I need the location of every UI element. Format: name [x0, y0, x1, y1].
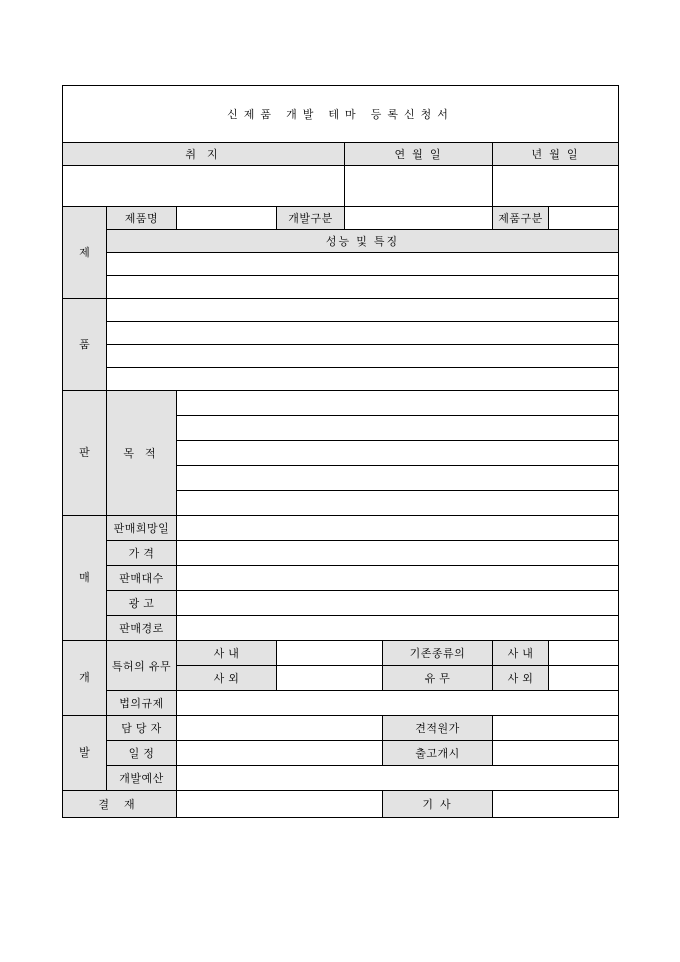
estimate-label: 견적원가: [383, 716, 493, 741]
product-type-label: 제품구분: [493, 207, 549, 230]
dev-side-label-1: 개: [63, 641, 107, 716]
person-row: [63, 716, 619, 741]
page-title: 신제품 개발 테마 등록신청서: [63, 86, 619, 143]
budget-row: [63, 766, 619, 791]
sales-side-label-1: 판: [63, 391, 107, 516]
dev-side-label-2: 발: [63, 716, 107, 791]
date-label-1: 연 월 일: [345, 143, 493, 166]
title-row: [63, 86, 619, 143]
feature-line[interactable]: [107, 253, 619, 276]
approval-value[interactable]: [177, 791, 383, 818]
existing-kind-label-2: 유 무: [383, 666, 493, 691]
existing-external-label: 사 외: [493, 666, 549, 691]
schedule-value[interactable]: [177, 741, 383, 766]
estimate-value[interactable]: [493, 716, 619, 741]
feature-line[interactable]: [107, 276, 619, 299]
feature-row: [63, 368, 619, 391]
person-value[interactable]: [177, 716, 383, 741]
sales-units-value[interactable]: [177, 566, 619, 591]
product-name-label: 제품명: [107, 207, 177, 230]
approval-label: 결 재: [63, 791, 177, 818]
schedule-label: 일 정: [107, 741, 177, 766]
new-product-theme-registration-form: [62, 85, 619, 818]
header-label-row: [63, 143, 619, 166]
shipping-label: 출고개시: [383, 741, 493, 766]
features-label: 성능 및 특징: [107, 230, 619, 253]
patent-label: 특허의 유무: [107, 641, 177, 691]
purpose-value[interactable]: [63, 166, 345, 207]
feature-line[interactable]: [107, 345, 619, 368]
sales-channel-label: 판매경로: [107, 616, 177, 641]
sales-detail-row: [63, 566, 619, 591]
person-label: 담 당 자: [107, 716, 177, 741]
feature-row: [63, 345, 619, 368]
budget-value[interactable]: [177, 766, 619, 791]
shipping-value[interactable]: [493, 741, 619, 766]
feature-row: [63, 276, 619, 299]
sales-purpose-line[interactable]: [177, 466, 619, 491]
sales-wish-date-value[interactable]: [177, 516, 619, 541]
patent-internal-label: 사 내: [177, 641, 277, 666]
budget-label: 개발예산: [107, 766, 177, 791]
existing-external-value[interactable]: [549, 666, 619, 691]
sales-ad-label: 광 고: [107, 591, 177, 616]
product-name-value[interactable]: [177, 207, 277, 230]
dev-type-label: 개발구분: [277, 207, 345, 230]
patent-external-label: 사 외: [177, 666, 277, 691]
header-value-row: [63, 166, 619, 207]
date-label-2: 년 월 일: [493, 143, 619, 166]
patent-internal-row: [63, 641, 619, 666]
article-value[interactable]: [493, 791, 619, 818]
sales-purpose-line[interactable]: [177, 416, 619, 441]
existing-kind-label-1: 기존종류의: [383, 641, 493, 666]
sales-wish-date-label: 판매희망일: [107, 516, 177, 541]
schedule-row: [63, 741, 619, 766]
sales-purpose-line[interactable]: [177, 491, 619, 516]
sales-purpose-row: [63, 391, 619, 416]
product-name-row: [63, 207, 619, 230]
sales-side-label-2: 매: [63, 516, 107, 641]
legal-row: [63, 691, 619, 716]
sales-purpose-line[interactable]: [177, 391, 619, 416]
sales-detail-row: [63, 591, 619, 616]
sales-price-label: 가 격: [107, 541, 177, 566]
sales-detail-row: [63, 516, 619, 541]
sales-detail-row: [63, 616, 619, 641]
feature-row: [63, 322, 619, 345]
product-type-value[interactable]: [549, 207, 619, 230]
form-sheet: [62, 85, 618, 818]
sales-purpose-line[interactable]: [177, 441, 619, 466]
feature-line[interactable]: [107, 322, 619, 345]
patent-internal-value[interactable]: [277, 641, 383, 666]
existing-internal-label: 사 내: [493, 641, 549, 666]
purpose-label: 취 지: [63, 143, 345, 166]
patent-external-value[interactable]: [277, 666, 383, 691]
feature-line[interactable]: [107, 368, 619, 391]
feature-row: [63, 299, 619, 322]
existing-internal-value[interactable]: [549, 641, 619, 666]
dev-type-value[interactable]: [345, 207, 493, 230]
article-label: 기 사: [383, 791, 493, 818]
feature-row: [63, 253, 619, 276]
sales-detail-row: [63, 541, 619, 566]
sales-purpose-label: 목 적: [107, 391, 177, 516]
sales-price-value[interactable]: [177, 541, 619, 566]
date-value-2[interactable]: [493, 166, 619, 207]
product-side-label-1: 제: [63, 207, 107, 299]
sales-ad-value[interactable]: [177, 591, 619, 616]
feature-line[interactable]: [107, 299, 619, 322]
features-label-row: [63, 230, 619, 253]
sales-channel-value[interactable]: [177, 616, 619, 641]
legal-label: 법의규제: [107, 691, 177, 716]
legal-value[interactable]: [177, 691, 619, 716]
date-value-1[interactable]: [345, 166, 493, 207]
sales-units-label: 판매대수: [107, 566, 177, 591]
product-side-label-2: 품: [63, 299, 107, 391]
approval-row: [63, 791, 619, 818]
